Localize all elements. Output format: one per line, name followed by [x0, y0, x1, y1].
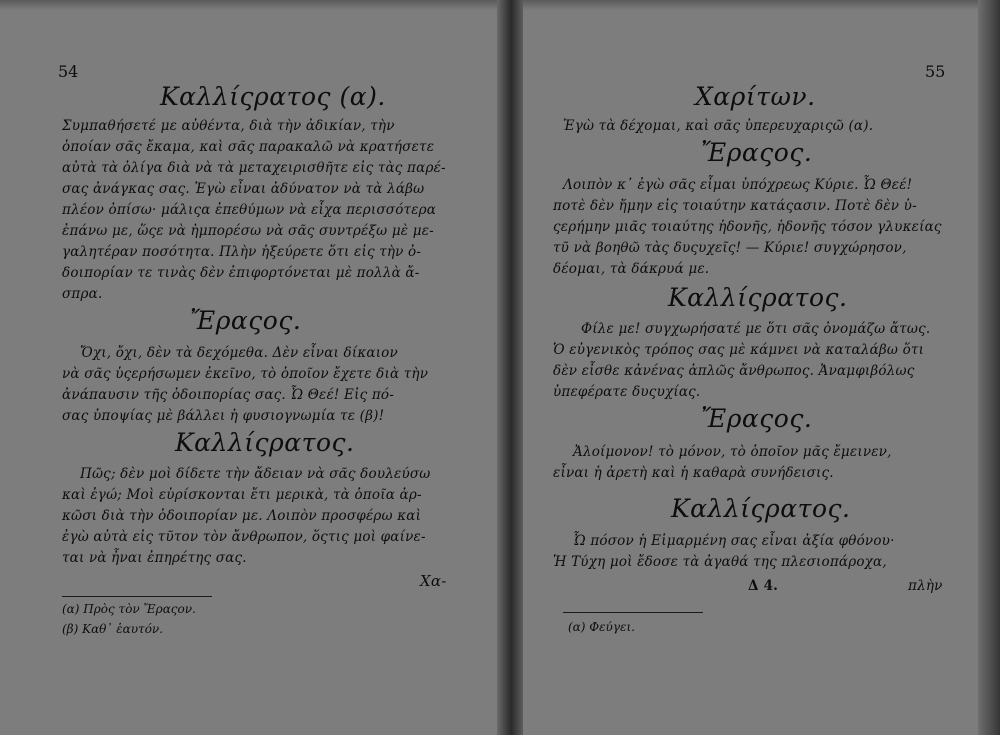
- text-line: Συμπαθήσετέ με αὐθέντα, διὰ τὴν ἀδικίαν, τὴν: [62, 118, 395, 134]
- text-line: νὰ σᾶς ὑςερήσωμεν ἐκεῖνο, τὸ ὁποῖον ἔχετε διὰ τὴν: [62, 366, 429, 382]
- text-line: γαλητέραν ποσότητα. Πλὴν ἠξεύρετε ὅτι εἰς τὴν ὁ-: [62, 244, 422, 260]
- text-line: πλέον ὀπίσω· μάλιςα ἐπεθύμων νὰ εἶχα περισσότερα: [62, 202, 437, 218]
- text-line: ὑπεφέρατε δυςυχίας.: [553, 384, 701, 400]
- catchword: Χα-: [420, 572, 447, 590]
- speaker-heading: Καλλίςρατος.: [671, 494, 851, 523]
- text-line: ςερήμην μιᾶς τοιαύτης ἡδονῆς, ἡδονῆς τόσον γλυκείας: [553, 219, 942, 235]
- speaker-heading: Ἔραςος.: [701, 404, 813, 433]
- scan-right-edge: [978, 0, 1000, 735]
- footnote: (α) Φεύγει.: [568, 620, 635, 634]
- text-line: σας ἀνάγκας σας. Ἐγὼ εἶναι ἀδύνατον νὰ τὰ λάβω: [62, 181, 425, 197]
- text-line: Ἀλοίμονον! τὸ μόνον, τὸ ὁποῖον μᾶς ἔμεινεν,: [573, 444, 892, 460]
- speaker-heading: Ἔραςος.: [190, 306, 302, 335]
- text-line: ὁποίαν σᾶς ἔκαμα, καὶ σᾶς παρακαλῶ νὰ κρατήσετε: [62, 139, 435, 155]
- text-line: ἐπάνω με, ὥςε νὰ ἠμπορέσω νὰ σᾶς συντρέξω μὲ με-: [62, 223, 434, 239]
- text-line: ἀνάπαυσιν τῆς ὁδοιπορίας σας. Ὦ Θεέ! Εἰς πό-: [62, 387, 394, 403]
- footnote: (α) Πρὸς τὸν Ἔραςον.: [62, 602, 196, 616]
- text-line: δέομαι, τὰ δάκρυά με.: [553, 261, 710, 277]
- page-number: 54: [58, 62, 79, 81]
- text-line: Φίλε με! συγχωρήσατέ με ὅτι σᾶς ὀνομάζω ἄτως.: [581, 321, 931, 337]
- text-line: καὶ ἐγώ; Μοὶ εὑρίσκονται ἔτι μερικὰ, τὰ ὁποῖα ἀρ-: [62, 487, 422, 503]
- text-line: Ὁ εὐγενικὸς τρόπος σας μὲ κάμνει νὰ καταλάβω ὅτι: [553, 342, 925, 358]
- text-line: ἐγὼ αὐτὰ εἰς τῦτον τὸν ἄνθρωπον, ὅςτις μοὶ φαίνε-: [62, 529, 426, 545]
- text-line: Πῶς; δὲν μοὶ δίδετε τὴν ἄδειαν νὰ σᾶς δουλεύσω: [80, 466, 431, 482]
- catchword: πλὴν: [908, 578, 943, 594]
- footnote-rule: [62, 596, 212, 597]
- speaker-heading: Καλλίςρατος.: [175, 428, 355, 457]
- text-line: Ὦ πόσον ἡ Εἱμαρμένη σας εἶναι ἀξία φθόνου·: [573, 533, 895, 549]
- speaker-heading: Ἔραςος.: [701, 138, 813, 167]
- page-number: 55: [925, 62, 946, 81]
- signature-mark: Δ 4.: [748, 578, 779, 594]
- text-line: κῶσι διὰ τὴν ὁδοιπορίαν με. Λοιπὸν προσφέρω καὶ: [62, 508, 422, 524]
- footnote-rule: [563, 612, 703, 613]
- text-line: σας ὑποψίας μὲ βάλλει ἡ φυσιογνωμία τε (β)!: [62, 408, 385, 424]
- book-spine: [497, 0, 523, 735]
- speaker-heading: Χαρίτων.: [695, 82, 816, 111]
- text-line: Λοιπὸν κ᾽ ἐγὼ σᾶς εἶμαι ὑπόχρεως Κύριε. Ὦ Θεέ!: [563, 177, 913, 193]
- text-line: σπρα.: [62, 286, 103, 302]
- text-line: δὲν εἶσθε κἀνένας ἁπλῶς ἄνθρωπος. Ἀναμφιβόλως: [553, 363, 915, 379]
- speaker-heading: Καλλίςρατος.: [668, 283, 848, 312]
- text-line: αὐτὰ τὰ ὀλίγα διὰ νὰ τὰ μεταχειρισθῆτε εἰς τὰς παρέ-: [62, 160, 446, 176]
- footnote: (β) Καθ᾽ ἑαυτόν.: [62, 622, 164, 636]
- text-line: Ὄχι, ὄχι, δὲν τὰ δεχόμεθα. Δὲν εἶναι δίκαιον: [80, 345, 398, 361]
- text-line: Ἐγὼ τὰ δέχομαι, καὶ σᾶς ὑπερευχαριςῶ (α).: [563, 118, 874, 134]
- text-line: ποτὲ δὲν ἤμην εἰς τοιαύτην κατάςασιν. Ποτὲ δὲν ὑ-: [553, 198, 917, 214]
- speaker-heading: Καλλίςρατος (α).: [160, 82, 386, 111]
- right-page: [523, 0, 978, 735]
- left-page: [0, 0, 497, 735]
- text-line: τῦ νὰ βοηθῶ τὰς δυςυχεῖς! — Κύριε! συγχώρησον,: [553, 240, 907, 256]
- text-line: Ἡ Τύχη μοὶ ἔδοσε τὰ ἀγαθά της πλεσιοπάροχα,: [553, 554, 887, 570]
- text-line: δοιπορίαν τε τινὰς δὲν ἐπιφορτόνεται μὲ πολλὰ ἄ-: [62, 265, 420, 281]
- text-line: ται νὰ ἦναι ἐπηρέτης σας.: [62, 550, 247, 566]
- text-line: εἶναι ἡ ἀρετὴ καὶ ἡ καθαρὰ συνήδεισις.: [553, 465, 834, 481]
